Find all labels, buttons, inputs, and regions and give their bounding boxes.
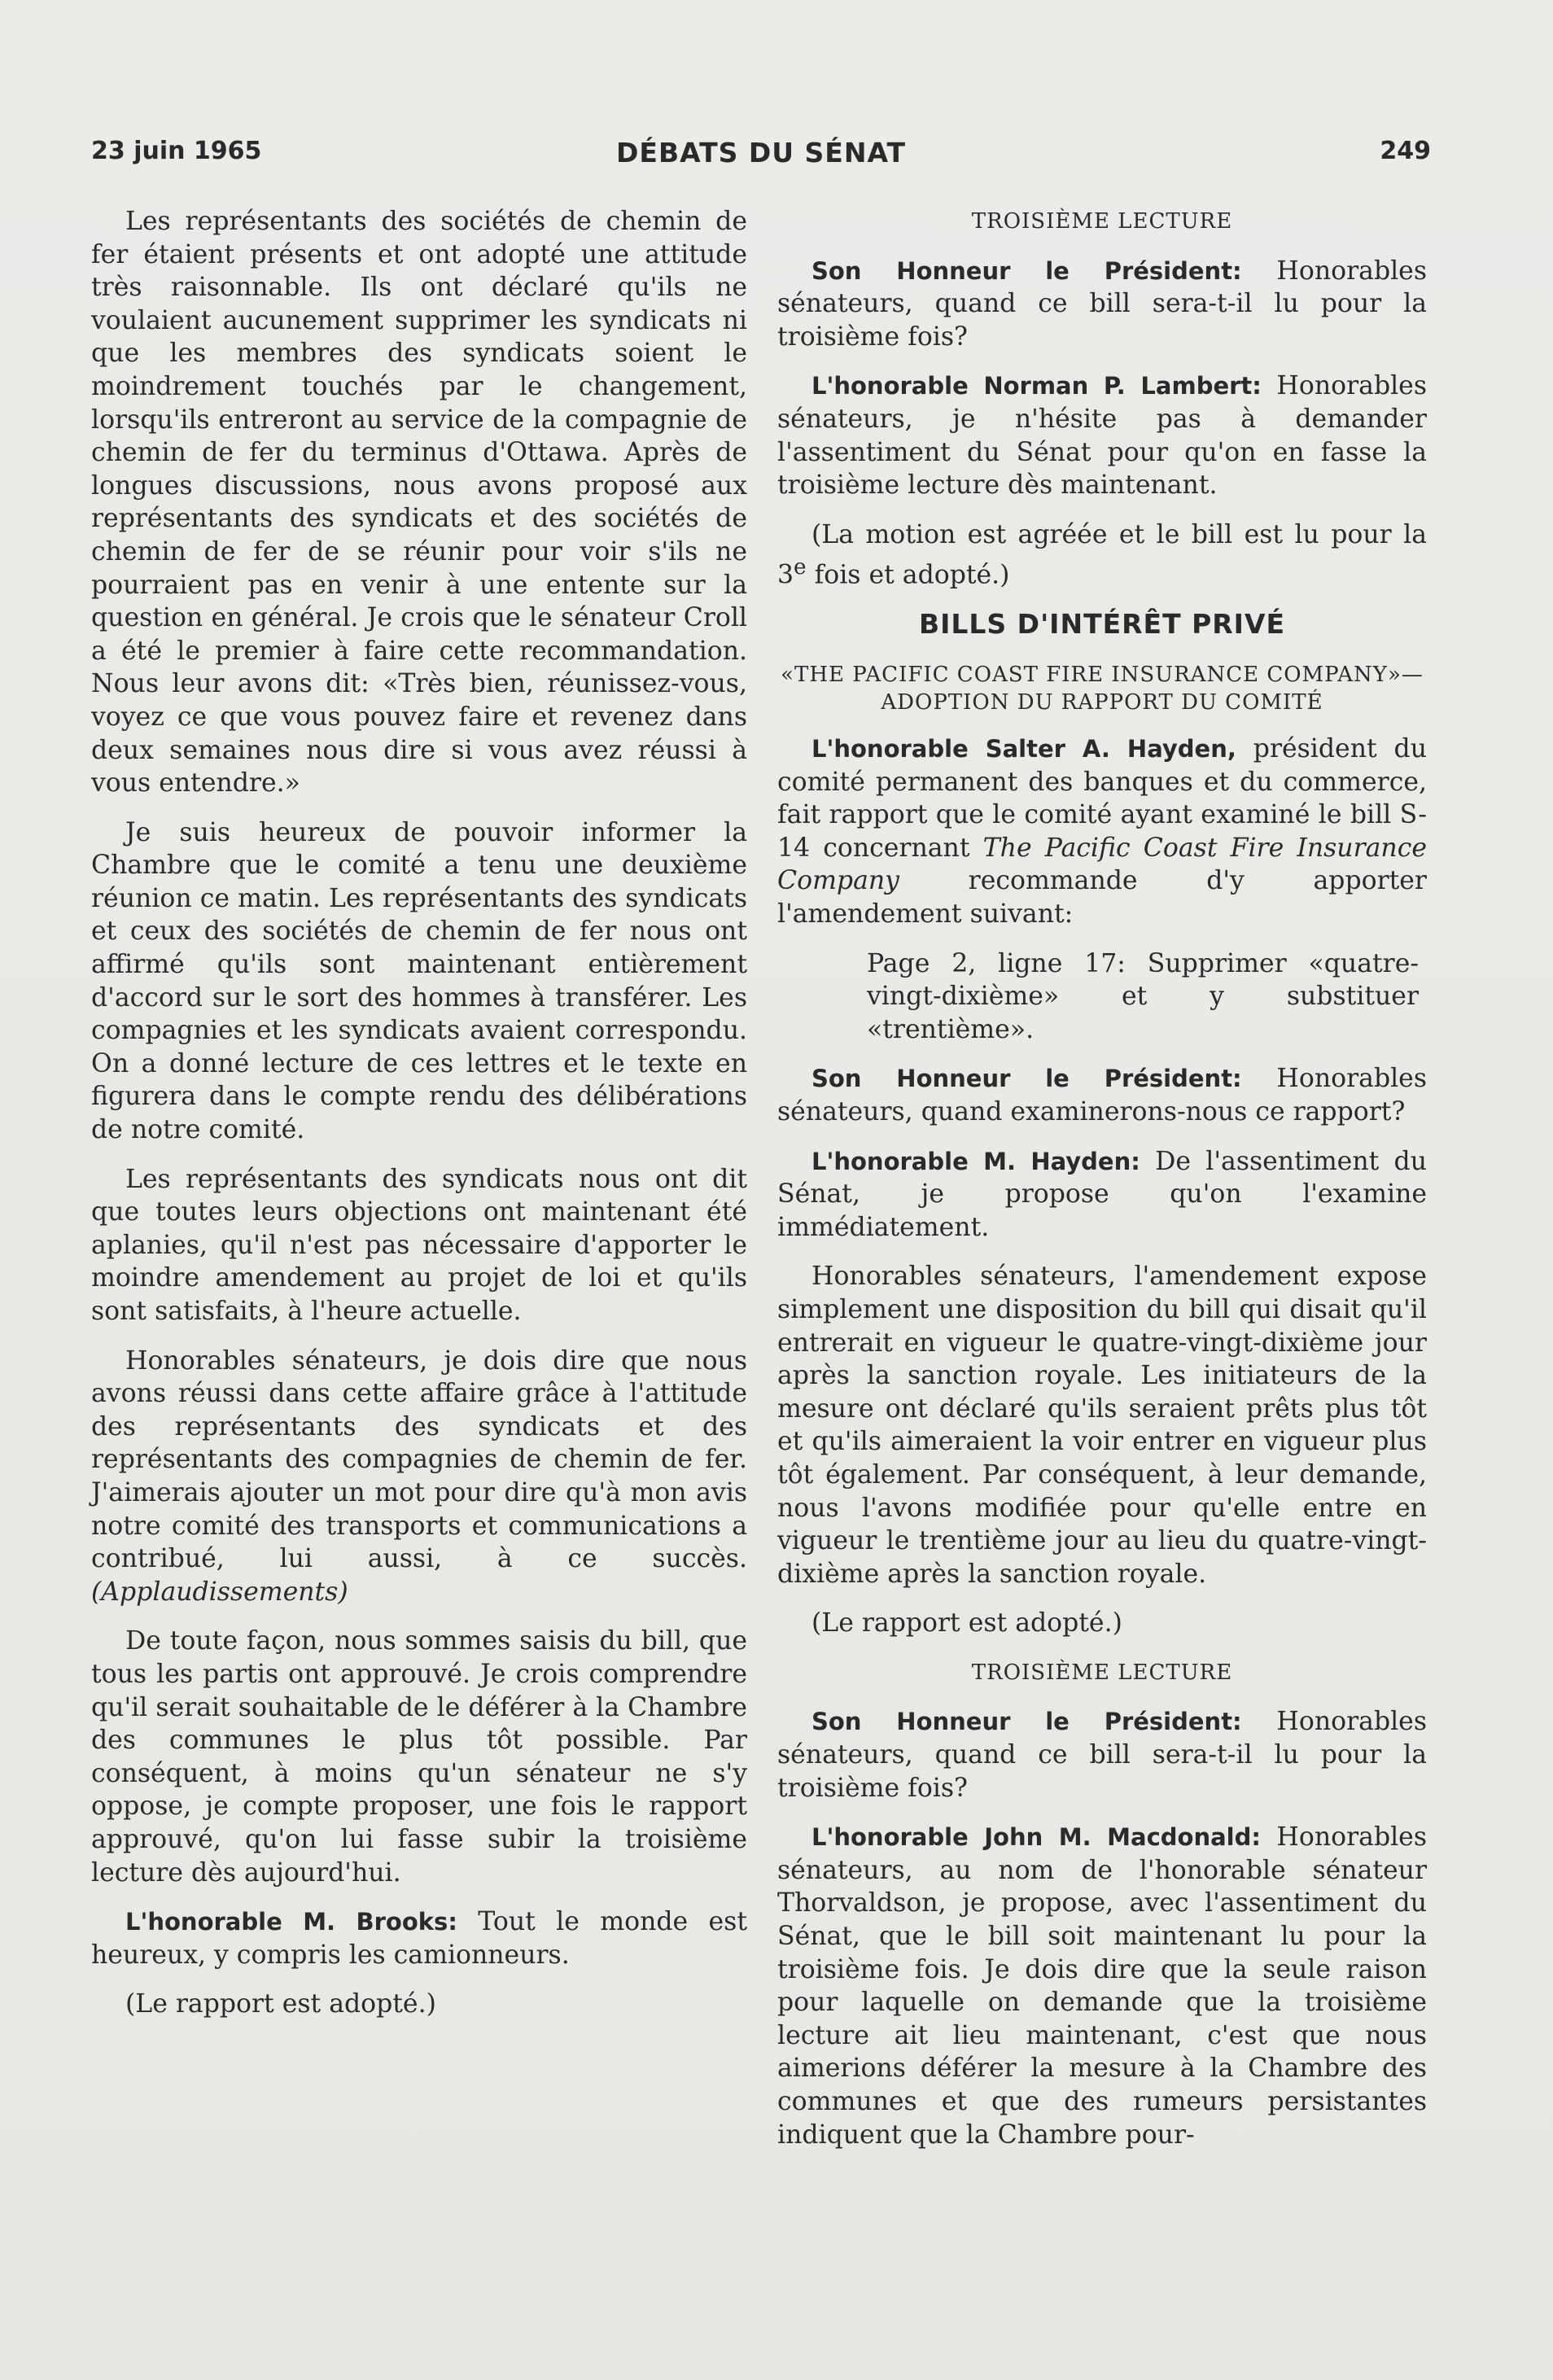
paragraph-text: fois et adopté.) (806, 560, 1010, 590)
paragraph (91, 1345, 747, 1609)
section-heading: TROISIÈME LECTURE (971, 1660, 1233, 1685)
speech-text: recommande d'y apporter l'amendement suivant: (777, 866, 1427, 929)
speech-text: Honorables sénateurs, quand ce bill sera-t-il lu pour la troisième fois? (777, 1707, 1427, 1803)
section-heading: TROISIÈME LECTURE (971, 209, 1233, 234)
paragraph: Je suis heureux de pouvoir informer la Chambre que le comité a tenu une deuxième réunion ce matin. Les représentants des syndicats et ceux des sociétés de chemin de fer nous ont affirmé qu'ils sont maintenant entièrement d'accord sur le sort des hommes à transférer. Les compagnies et les syndicats avaient correspondu. On a donné lecture de ces lettres et le texte en figurera dans le compte rendu des délibérations de notre comité. (91, 817, 747, 1145)
speaker-paragraph (777, 1821, 1427, 2151)
paragraph: (Le rapport est adopté.) (811, 1608, 1122, 1638)
header-date: 23 juin 1965 (91, 137, 262, 165)
section-title: BILLS D'INTÉRÊT PRIVÉ (918, 608, 1286, 641)
speaker-name: Son Honneur le Président: (811, 256, 1242, 285)
speech-text: Honorables sénateurs, je n'hésite pas à demander l'assentiment du Sénat pour qu'on en fasse la troisième lecture dès maintenant. (777, 371, 1427, 501)
company-name: The Pacific Coast Fire Insurance Company (777, 833, 1428, 896)
right-column (777, 205, 1427, 2168)
speaker-paragraph (777, 1145, 1427, 1245)
applause-note: (Applaudissements) (91, 1577, 348, 1607)
speaker-name: L'honorable John M. Macdonald: (811, 1823, 1261, 1852)
speech-text: Tout le monde est heureux, y compris les camionneurs. (91, 1907, 747, 1970)
paragraph: Les représentants des sociétés de chemin de fer étaient présents et ont adopté une attitude très raisonnable. Ils ont déclaré qu'ils ne voulaient aucunement supprimer les syndicats ni que les membres des syndicats soient le moindrement touchés par le changement, lorsqu'ils entreront au service de la compagnie de chemin de fer du terminus d'Ottawa. Après de longues discussions, nous avons proposé aux représentants des syndicats et des sociétés de chemin de fer de se réunir pour voir s'ils ne pourraient pas en venir à une entente sur la question en général. Je crois que le sénateur Croll a été le premier à faire cette recommandation. Nous leur avons dit: «Très bien, réunissez-vous, voyez ce que vous pouvez faire et revenez dans deux semaines nous dire si vous avez réussi à vous entendre.» (91, 207, 747, 798)
speech-text: Honorables sénateurs, quand ce bill sera-t-il lu pour la troisième fois? (777, 256, 1427, 352)
page-header (91, 137, 1431, 176)
speaker-name: L'honorable M. Brooks: (125, 1908, 457, 1936)
superscript: e (794, 555, 807, 580)
paragraph: De toute façon, nous sommes saisis du bill, que tous les partis ont approuvé. Je crois comprendre qu'il serait souhaitable de le déférer à la Chambre des communes le plus tôt possible. Par conséquent, à moins qu'un sénateur ne s'y oppose, je compte proposer, une fois le rapport approuvé, qu'on lui fasse subir la troisième lecture dès aujourd'hui. (91, 1626, 747, 1888)
left-column (91, 205, 747, 2037)
subheading: «THE PACIFIC COAST FIRE INSURANCE COMPANY»—ADOPTION DU RAPPORT DU COMITÉ (781, 663, 1424, 715)
speaker-paragraph (777, 1062, 1427, 1128)
paragraph: Les représentants des syndicats nous ont dit que toutes leurs objections ont maintenant été aplanies, qu'il n'est pas nécessaire d'apporter le moindre amendement au projet de loi et qu'ils sont satisfaits, à l'heure actuelle. (91, 1164, 747, 1326)
speaker-paragraph (777, 370, 1427, 501)
speaker-name: Son Honneur le Président: (811, 1708, 1242, 1736)
paragraph-text: Honorables sénateurs, je dois dire que nous avons réussi dans cette affaire grâce à l'attitude des représentants des syndicats et des représentants des compagnies de chemin de fer. J'aimerais ajouter un mot pour dire qu'à mon avis notre comité des transports et communications a contribué, lui aussi, à ce succès. (91, 1345, 747, 1574)
speech-text: Honorables sénateurs, quand examinerons-nous ce rapport? (777, 1064, 1427, 1127)
speech-text: De l'assentiment du Sénat, je propose qu'on l'examine immédiatement. (777, 1146, 1427, 1242)
speech-text: Honorables sénateurs, au nom de l'honorable sénateur Thorvaldson, je propose, avec l'assentiment du Sénat, que le bill soit maintenant lu pour la troisième fois. Je dois dire que la seule raison pour laquelle on demande que la troisième lecture ait lieu maintenant, c'est que nous aimerions déférer la mesure à la Chambre des communes et que des rumeurs persistantes indiquent que la Chambre pour- (777, 1822, 1427, 2150)
paragraph: Honorables sénateurs, l'amendement expose simplement une disposition du bill qui disait qu'il entrerait en vigueur le quatre-vingt-dixième jour après la sanction royale. Les initiateurs de la mesure ont déclaré qu'ils seraient prêts plus tôt et qu'ils aimeraient la voir entrer en vigueur plus tôt également. Par conséquent, à leur demande, nous l'avons modifiée pour qu'elle entre en vigueur le trentième jour au lieu du quatre-vingt-dixième après la sanction royale. (777, 1262, 1427, 1589)
header-title: DÉBATS DU SÉNAT (616, 137, 906, 168)
speaker-name: L'honorable M. Hayden: (811, 1147, 1140, 1175)
paragraph-text: (La motion est agréée et le bill est lu pour la 3 (777, 519, 1427, 590)
speaker-name: L'honorable Norman P. Lambert: (811, 372, 1262, 400)
page-number: 249 (1380, 137, 1431, 165)
amendment-quote: Page 2, ligne 17: Supprimer «quatre-vingt-dixième» et y substituer «trentième». (867, 948, 1419, 1044)
paragraph: (Le rapport est adopté.) (125, 1989, 436, 2019)
speaker-paragraph (777, 1705, 1427, 1805)
speaker-paragraph (91, 1905, 747, 1971)
speaker-name: Son Honneur le Président: (811, 1065, 1242, 1093)
speaker-paragraph (777, 733, 1427, 931)
speech-text: président du comité permanent des banques et du commerce, fait rapport que le comité ayant examiné le bill S-14 concernant (777, 734, 1427, 863)
speaker-name: L'honorable Salter A. Hayden, (811, 735, 1236, 763)
paragraph (777, 518, 1427, 593)
speaker-paragraph (777, 255, 1427, 354)
